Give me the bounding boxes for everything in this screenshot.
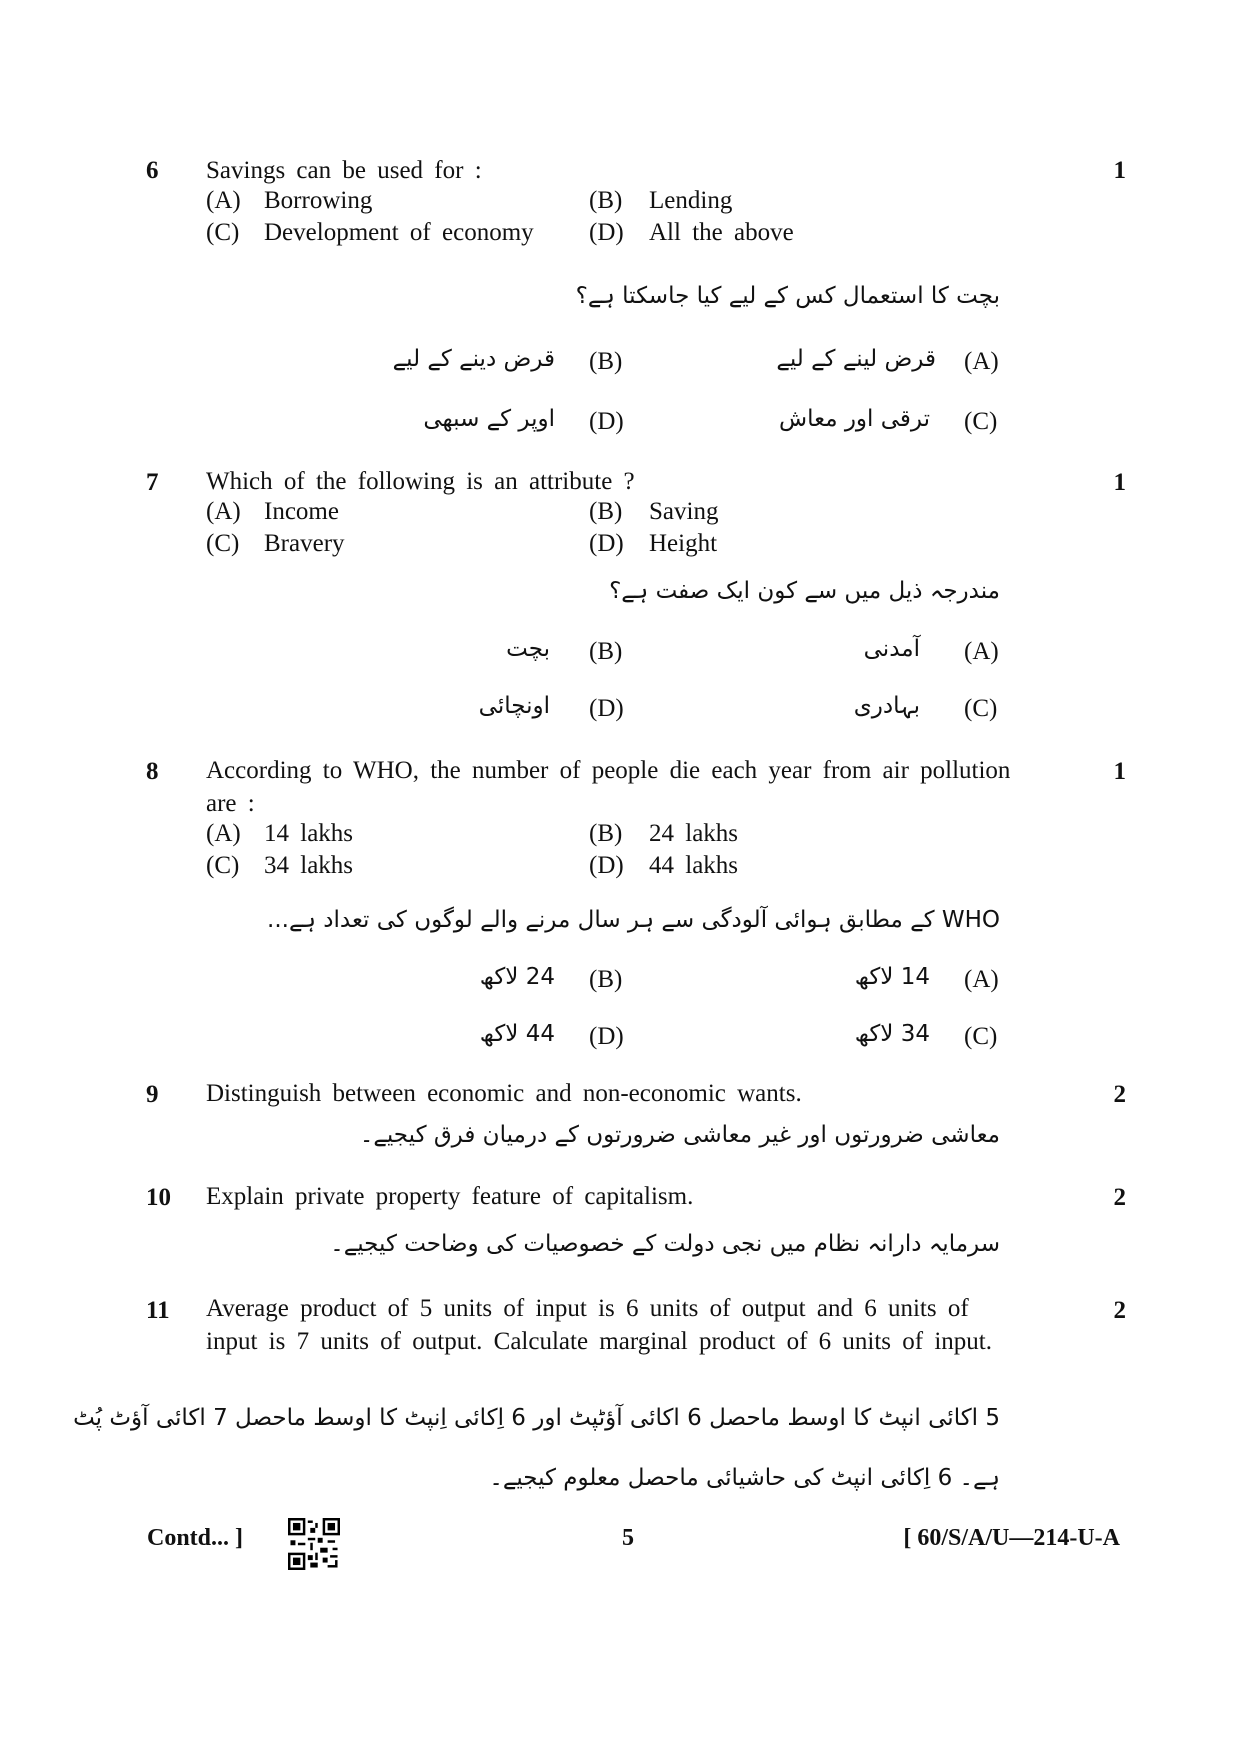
question-number: 9: [146, 1081, 159, 1108]
urdu-option-text: اوپر کے سبھی: [423, 406, 555, 432]
urdu-option-text: ترقی اور معاش: [779, 406, 930, 432]
paper-code: [ 60/S/A/U—214-U-A: [903, 1525, 1120, 1551]
question-number: 11: [146, 1297, 170, 1324]
option-text: 34 lakhs: [264, 852, 354, 879]
option-label: (A): [206, 820, 241, 847]
urdu-option-text: آمدنی: [863, 636, 920, 662]
option-label: (D): [589, 852, 624, 879]
urdu-option-label: (B): [589, 348, 623, 375]
urdu-question-text: سرمایہ دارانہ نظام میں نجی دولت کے خصوصیات کی وضاحت کیجیے۔: [330, 1231, 1000, 1257]
urdu-option-label: (A): [964, 348, 999, 375]
question-text: Savings can be used for :: [206, 157, 482, 184]
urdu-option-text: قرض دینے کے لیے: [392, 346, 555, 372]
urdu-option-label: (C): [964, 695, 998, 722]
option-label: (D): [589, 219, 624, 246]
option-label: (A): [206, 498, 241, 525]
question-number: 6: [146, 157, 159, 184]
option-label: (B): [589, 498, 623, 525]
urdu-question-text: بچت کا استعمال کس کے لیے کیا جاسکتا ہے؟: [575, 283, 1000, 309]
question-marks: 2: [1113, 1081, 1126, 1108]
urdu-option-label: (C): [964, 1023, 998, 1050]
option-text: 44 lakhs: [649, 852, 739, 879]
question-text: According to WHO, the number of people die each year from air pollution are :: [206, 757, 1011, 817]
option-label: (C): [206, 852, 240, 879]
qr-code-icon: [288, 1518, 340, 1570]
question-marks: 2: [1113, 1297, 1126, 1324]
question-marks: 1: [1113, 469, 1126, 496]
urdu-option-text: 44 لاکھ: [479, 1021, 555, 1047]
option-label: (D): [589, 530, 624, 557]
option-text: Income: [264, 498, 339, 525]
option-label: (C): [206, 219, 240, 246]
option-label: (A): [206, 187, 241, 214]
urdu-question-text-line-1: 5 اکائی انپٹ کا اوسط ماحصل 6 اکائی آؤٹپٹ اور 6 اِکائی اِنپٹ کا اوسط ماحصل 7 اکائی آؤٹ پُٹ: [73, 1405, 1000, 1431]
option-text: Lending: [649, 187, 733, 214]
question-text: Explain private property feature of capitalism.: [206, 1183, 694, 1210]
urdu-option-text: 14 لاکھ: [854, 964, 930, 990]
option-label: (B): [589, 820, 623, 847]
urdu-question-text: مندرجہ ذیل میں سے کون ایک صفت ہے؟: [609, 578, 1000, 604]
urdu-option-text: 24 لاکھ: [479, 964, 555, 990]
urdu-option-text: اونچائی: [478, 693, 550, 719]
option-text: 24 lakhs: [649, 820, 739, 847]
urdu-option-label: (A): [964, 966, 999, 993]
option-label: (B): [589, 187, 623, 214]
urdu-option-label: (D): [589, 1023, 624, 1050]
option-text: Borrowing: [264, 187, 373, 214]
urdu-option-label: (D): [589, 408, 624, 435]
urdu-question-text: WHO کے مطابق ہوائی آلودگی سے ہر سال مرنے والے لوگوں کی تعداد ہے...: [267, 907, 1000, 933]
option-text: All the above: [649, 219, 794, 246]
option-text: Saving: [649, 498, 719, 525]
urdu-option-label: (A): [964, 638, 999, 665]
urdu-option-label: (D): [589, 695, 624, 722]
urdu-option-label: (C): [964, 408, 998, 435]
urdu-option-label: (B): [589, 638, 623, 665]
question-marks: 1: [1113, 758, 1126, 785]
urdu-question-text-line-2: ہے۔ 6 اِکائی انپٹ کی حاشیائی ماحصل معلوم کیجیے۔: [489, 1465, 1000, 1491]
urdu-option-text: بچت: [506, 636, 550, 662]
contd-label: Contd... ]: [147, 1525, 244, 1551]
option-text: Development of economy: [264, 219, 534, 246]
urdu-question-text: معاشی ضرورتوں اور غیر معاشی ضرورتوں کے درمیان فرق کیجیے۔: [359, 1122, 1000, 1148]
option-text: 14 lakhs: [264, 820, 354, 847]
question-marks: 1: [1113, 157, 1126, 184]
option-text: Height: [649, 530, 718, 557]
page-number: 5: [622, 1525, 634, 1551]
question-text: Average product of 5 units of input is 6 units of output and 6 units of input is 7 units of output. Calculate marginal product of 6 units of input.: [206, 1295, 992, 1355]
urdu-option-text: قرض لینے کے لیے: [776, 346, 936, 372]
question-number: 10: [146, 1184, 171, 1211]
urdu-option-text: 34 لاکھ: [854, 1021, 930, 1047]
urdu-option-text: بہادری: [853, 693, 920, 719]
option-label: (C): [206, 530, 240, 557]
question-number: 8: [146, 758, 159, 785]
question-text: Distinguish between economic and non-economic wants.: [206, 1080, 802, 1107]
question-marks: 2: [1113, 1184, 1126, 1211]
question-text: Which of the following is an attribute ?: [206, 468, 635, 495]
urdu-option-label: (B): [589, 966, 623, 993]
option-text: Bravery: [264, 530, 345, 557]
question-number: 7: [146, 469, 159, 496]
